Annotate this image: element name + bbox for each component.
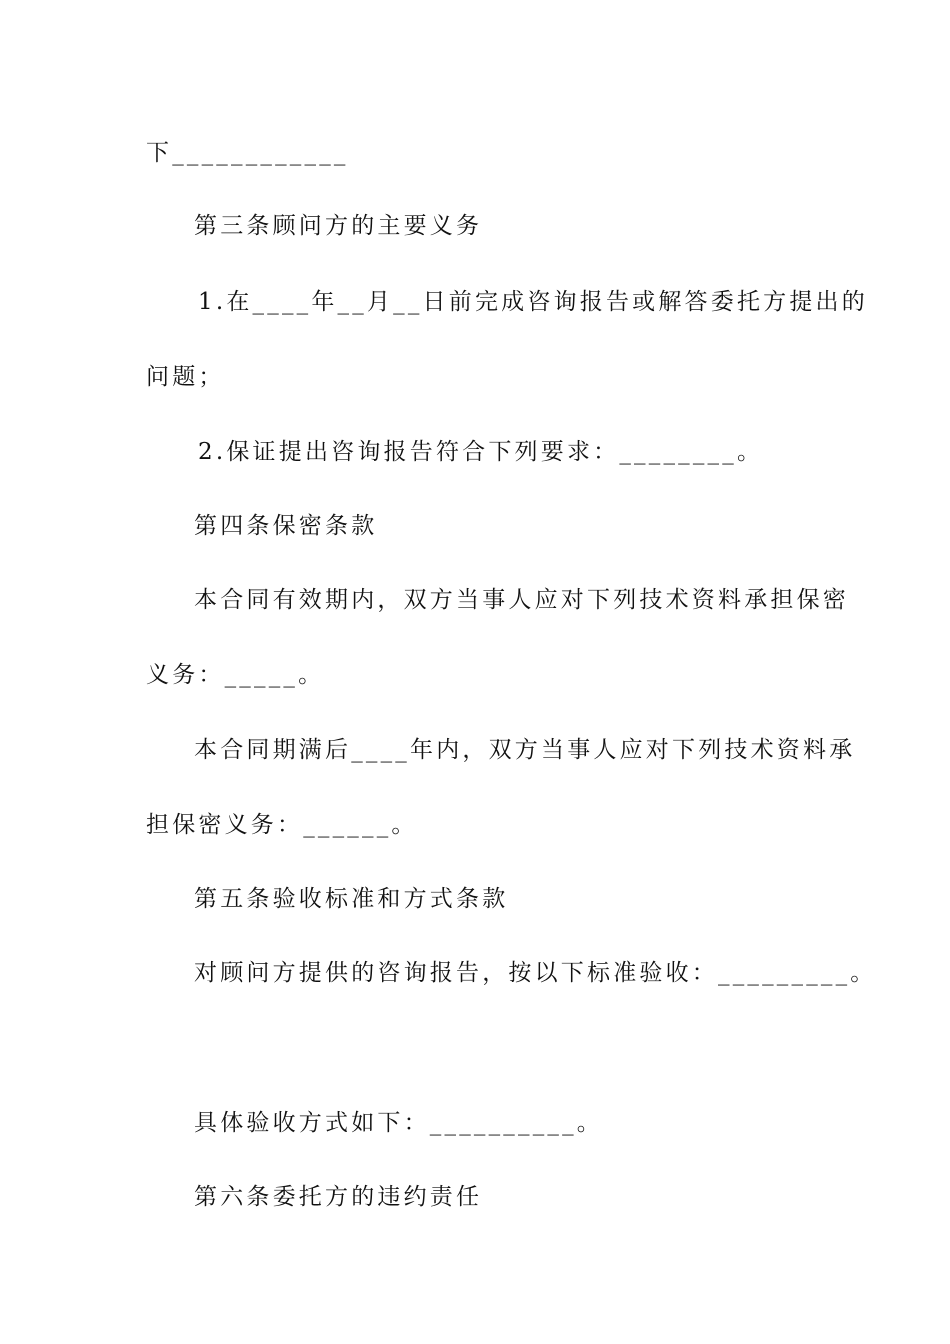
text-line-continuation: 下____________: [146, 140, 349, 166]
article-5-para-1: 对顾问方提供的咨询报告，按以下标准验收：_________。: [194, 960, 877, 986]
article-4-para-2-cont: 担保密义务：______。: [146, 812, 418, 838]
article-3-item-2: 2.保证提出咨询报告符合下列要求：________。: [198, 439, 764, 465]
article-5-heading: 第五条验收标准和方式条款: [194, 886, 509, 912]
article-4-heading: 第四条保密条款: [194, 513, 378, 539]
article-5-para-2: 具体验收方式如下：__________。: [194, 1110, 603, 1136]
article-4-para-1: 本合同有效期内，双方当事人应对下列技术资料承担保密: [194, 587, 849, 613]
article-3-item-1-cont: 问题；: [146, 364, 225, 390]
article-6-heading: 第六条委托方的违约责任: [194, 1184, 483, 1210]
article-3-heading: 第三条顾问方的主要义务: [194, 213, 483, 239]
article-4-para-2: 本合同期满后____年内，双方当事人应对下列技术资料承: [194, 737, 856, 763]
article-4-para-1-cont: 义务：_____。: [146, 662, 325, 688]
article-3-item-1: 1.在____年__月__日前完成咨询报告或解答委托方提出的: [198, 289, 868, 315]
